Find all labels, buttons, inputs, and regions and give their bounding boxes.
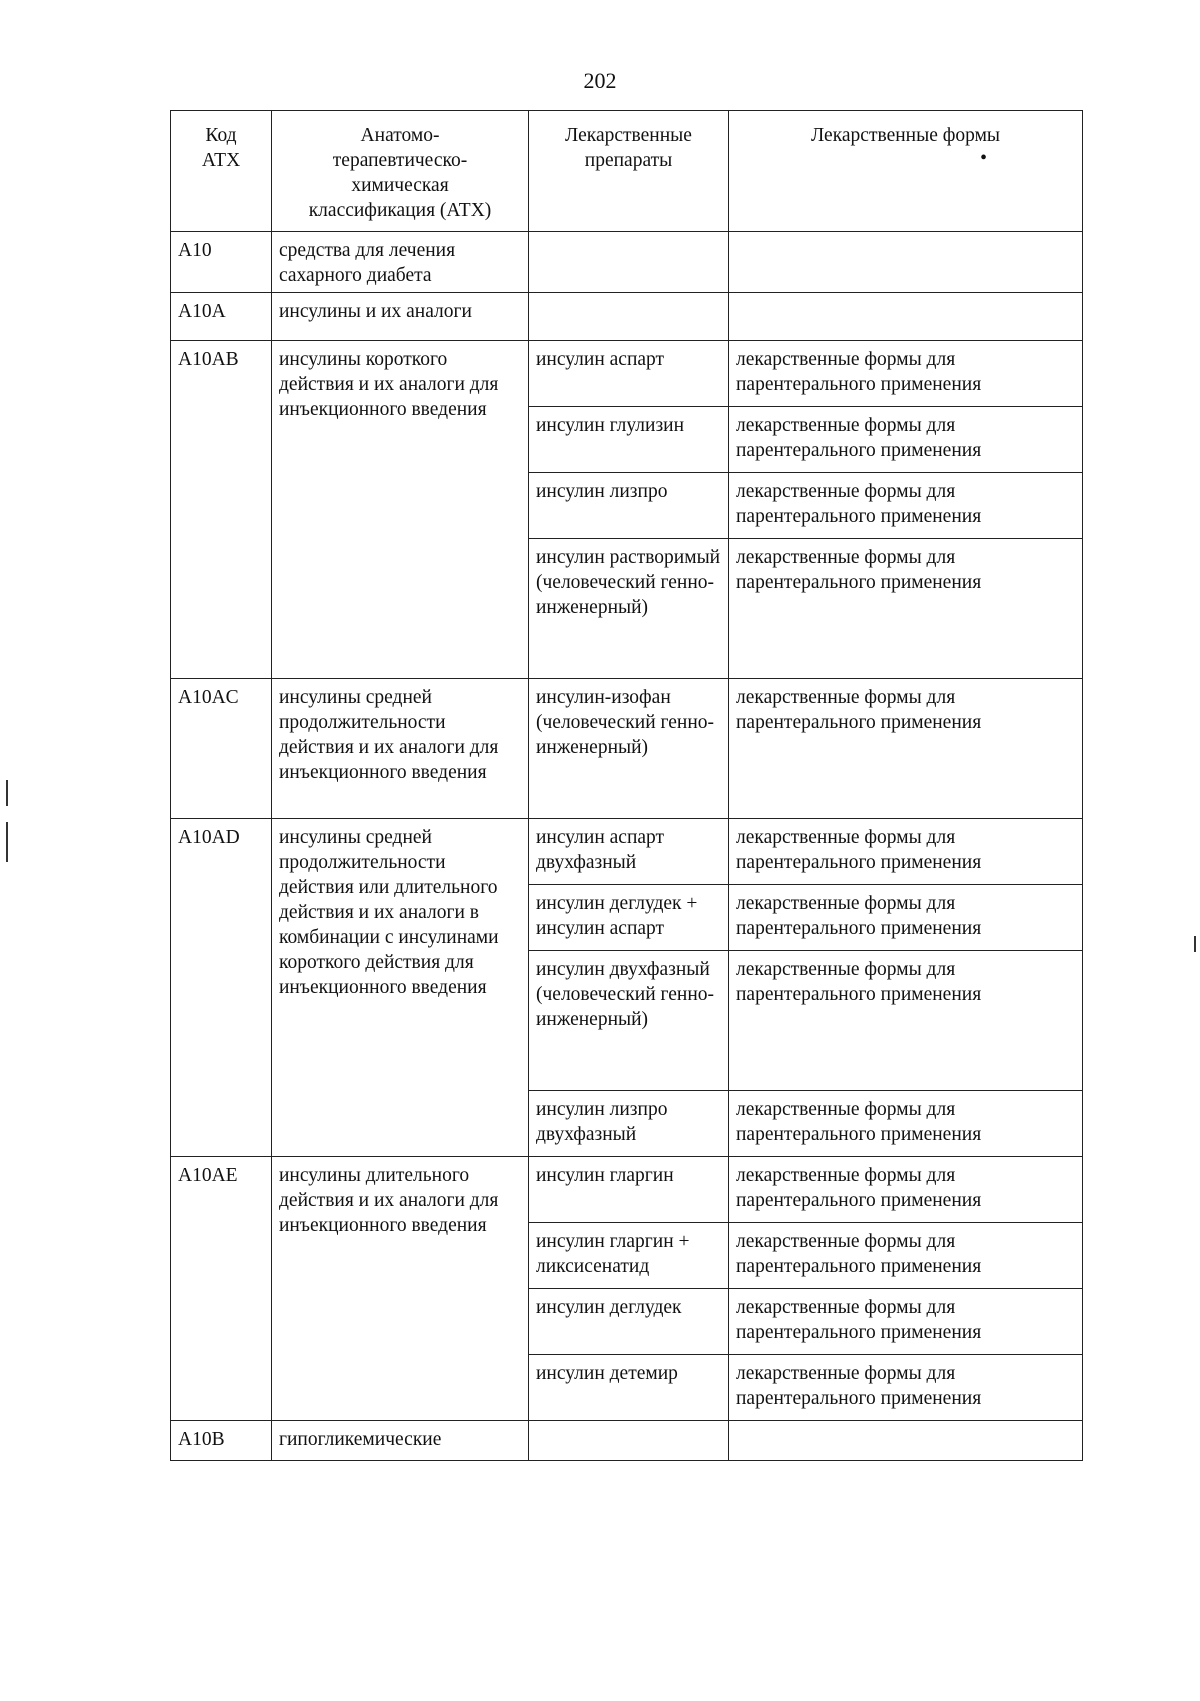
atx-classification-cell: инсулины длительного действия и их аналоги для инъекционного введения: [272, 1157, 529, 1421]
dosage-form-cell: лекарственные формы для парентерального применения: [729, 1355, 1083, 1421]
drug-cell: инсулин деглудек + инсулин аспарт: [529, 885, 729, 951]
table-row: [171, 341, 1083, 407]
atx-code-cell: A10AE: [171, 1157, 272, 1421]
dosage-form-cell: лекарственные формы для парентерального применения: [729, 473, 1083, 539]
atx-code-cell: A10: [171, 232, 272, 293]
header-code: Код АТХ: [171, 111, 272, 232]
header-drugs: Лекарственные препараты: [529, 111, 729, 232]
dosage-form-cell: [729, 1421, 1083, 1461]
atx-code-cell: A10AC: [171, 679, 272, 819]
table-row: [171, 293, 1083, 341]
dosage-form-cell: лекарственные формы для парентерального применения: [729, 951, 1083, 1091]
atx-table: [170, 110, 1083, 1461]
atx-code-cell: A10AB: [171, 341, 272, 679]
drug-cell: [529, 1421, 729, 1461]
scan-mark-left-2: [6, 822, 8, 862]
drug-cell: инсулин растворимый (человеческий генно-инженерный): [529, 539, 729, 679]
table-row: [171, 1421, 1083, 1461]
dosage-form-cell: лекарственные формы для парентерального применения: [729, 1223, 1083, 1289]
dosage-form-cell: лекарственные формы для парентерального применения: [729, 1157, 1083, 1223]
header-forms: [729, 111, 1083, 232]
header-forms-label: Лекарственные формы: [810, 125, 1001, 146]
drug-cell: инсулин гларгин + ликсисенатид: [529, 1223, 729, 1289]
dosage-form-cell: лекарственные формы для парентерального применения: [729, 1289, 1083, 1355]
atx-code-cell: A10A: [171, 293, 272, 341]
drug-cell: инсулин глулизин: [529, 407, 729, 473]
table-row: [171, 679, 1083, 819]
drug-cell: инсулин аспарт: [529, 341, 729, 407]
scan-mark-left-1: [6, 780, 8, 806]
atx-classification-cell: инсулины средней продолжительности действия или длительного действия и их аналоги в комбинации с инсулинами короткого действия для инъекционного введения: [272, 819, 529, 1157]
table-header-row: [171, 111, 1083, 232]
dosage-form-cell: [729, 232, 1083, 293]
atx-classification-cell: инсулины средней продолжительности действия и их аналоги для инъекционного введения: [272, 679, 529, 819]
atx-code-cell: A10AD: [171, 819, 272, 1157]
drug-cell: инсулин лизпро двухфазный: [529, 1091, 729, 1157]
table-row: [171, 1157, 1083, 1223]
table-body: [171, 232, 1083, 1461]
atx-classification-cell: средства для лечения сахарного диабета: [272, 232, 529, 293]
atx-code-cell: A10B: [171, 1421, 272, 1461]
drug-cell: инсулин двухфазный (человеческий генно-инженерный): [529, 951, 729, 1091]
dosage-form-cell: лекарственные формы для парентерального применения: [729, 819, 1083, 885]
atx-classification-cell: инсулины короткого действия и их аналоги для инъекционного введения: [272, 341, 529, 679]
drug-cell: инсулин лизпро: [529, 473, 729, 539]
drug-cell: инсулин аспарт двухфазный: [529, 819, 729, 885]
header-forms-mark: •: [980, 148, 987, 169]
drug-cell: инсулин-изофан (человеческий генно-инженерный): [529, 679, 729, 819]
page-number: 202: [583, 68, 617, 93]
drug-cell: инсулин деглудек: [529, 1289, 729, 1355]
dosage-form-cell: лекарственные формы для парентерального применения: [729, 885, 1083, 951]
dosage-form-cell: лекарственные формы для парентерального применения: [729, 1091, 1083, 1157]
dosage-form-cell: лекарственные формы для парентерального применения: [729, 539, 1083, 679]
header-classification: Анатомо-терапевтическо-химическая классификация (АТХ): [272, 111, 529, 232]
dosage-form-cell: [729, 293, 1083, 341]
dosage-form-cell: лекарственные формы для парентерального применения: [729, 407, 1083, 473]
atx-classification-cell: инсулины и их аналоги: [272, 293, 529, 341]
scan-mark-right: [1194, 936, 1196, 952]
table-row: [171, 232, 1083, 293]
drug-cell: [529, 232, 729, 293]
drug-cell: [529, 293, 729, 341]
dosage-form-cell: лекарственные формы для парентерального применения: [729, 341, 1083, 407]
dosage-form-cell: лекарственные формы для парентерального применения: [729, 679, 1083, 819]
table-row: [171, 819, 1083, 885]
atx-classification-cell: гипогликемические: [272, 1421, 529, 1461]
drug-cell: инсулин детемир: [529, 1355, 729, 1421]
drug-cell: инсулин гларгин: [529, 1157, 729, 1223]
